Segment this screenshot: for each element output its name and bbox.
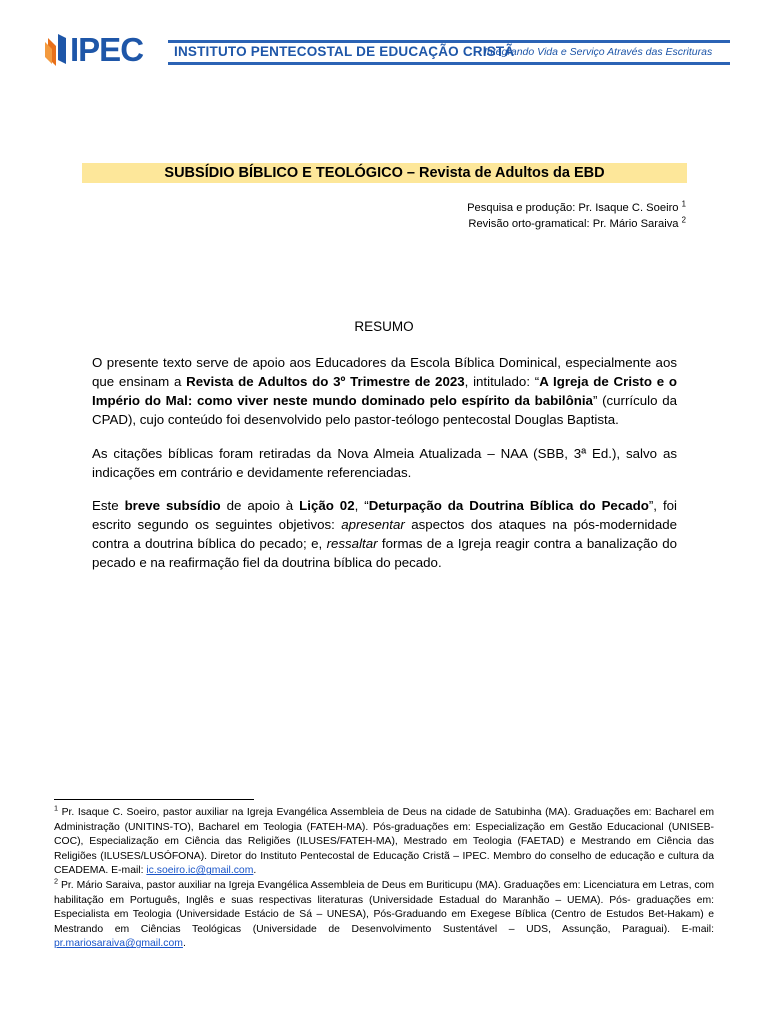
summary-heading: RESUMO — [354, 319, 414, 334]
summary-paragraph-2: As citações bíblicas foram retiradas da Nova Almeia Atualizada – NAA (SBB, 3ª Ed.), salvo as indicações em contrário e devidamente referenciadas. — [92, 446, 677, 480]
summary-paragraph-1: O presente texto serve de apoio aos Educadores da Escola Bíblica Dominical, especialmente aos que ensinam a Revista de Adultos do 3º Trimestre de 2023, intitulado: “A Igreja de Cristo e o Império do Mal: como viver neste mundo dominado pelo espírito da babilônia” (currículo da CPAD), cujo conteúdo foi desenvolvido pelo pastor-teólogo pentecostal Douglas Baptista. — [92, 355, 677, 427]
credit-research: Pesquisa e produção: Pr. Isaque C. Soeiro $^1$ — [467, 199, 686, 214]
summary-paragraph-3: Este breve subsídio de apoio à Lição 02, “Deturpação da Doutrina Bíblica do Pecado”, foi escrito segundo os seguintes objetivos: apresentar aspectos dos ataques na pós-modernidade contra a doutrina bíblica do pecado; e, ressaltar formas de a Igreja reagir contra a banalização do pecado e na reafirmação fiel da doutrina bíblica do pecado. — [92, 498, 677, 570]
institution-name: INSTITUTO PENTECOSTAL DE EDUCAÇÃO CRISTÃ — [174, 44, 515, 59]
page-header — [40, 28, 730, 72]
footnote-1: $^1$ Pr. Isaque C. Soeiro, pastor auxiliar na Igreja Evangélica Assembleia de Deus na cidade de Satubinha (MA). Graduações em: Bacharel em Administração (UNITINS-TO), Bacharel em Teologia (FATEH-MA). Pós-graduações em: Especialização em Gestão Educacional (UNISEB-COC), Especialização em Ciência das Religiões (ILUSES/FATEH-MA), Mestrado em Teologia (FAETAD) e Mestrando em Ciência das Religiões (ILUSES/LUSÓFONA). Diretor do Instituto Pentecostal de Educação Cristã – IPEC. Membro do conselho de educação e cultura da CEADEMA. E-mail: ic.soeiro.ic@gmail.com. — [54, 803, 714, 877]
email-link-soeiro[interactable]: ic.soeiro.ic@gmail.com — [146, 865, 254, 877]
credits — [467, 200, 686, 232]
footnote-2: $^2$ Pr. Mário Saraiva, pastor auxiliar na Igreja Evangélica Assembleia de Deus em Buriticupu (MA). Graduações em: Licenciatura em Letras, com habilitação em Português, Inglês e suas respectivas literaturas (Universidade Estadual do Maranhão – UEMA). Pós- graduações em: Especialista em Teologia (Universidade Estácio de Sá – UNESA), Pós-Graduando em Exegese Bíblica (Centro de Estudos Bet-Hakam) e Mestrando em Ciências Teológicas (Universidade de Desenvolvimento Sustentável – UDS, Assunção, Paraguai). E-mail: pr.mariosaraiva@gmail.com. — [54, 876, 714, 950]
open-book-icon — [44, 32, 68, 68]
footnote-ref-2[interactable]: 2 — [681, 215, 686, 225]
credit-revision: Revisão orto-gramatical: Pr. Mário Saraiva $^2$ — [468, 215, 686, 230]
footnote-separator — [54, 799, 254, 800]
document-title: SUBSÍDIO BÍBLICO E TEOLÓGICO – Revista de Adultos da EBD — [82, 163, 687, 183]
institution-slogan: Integrando Vida e Serviço Através das Escrituras — [484, 46, 713, 58]
footnotes — [54, 803, 714, 952]
footnote-ref-1[interactable]: 1 — [681, 199, 686, 209]
header-rule-top — [168, 40, 730, 43]
email-link-saraiva[interactable]: pr.mariosaraiva@gmail.com — [54, 938, 183, 950]
ipec-logo — [44, 30, 143, 70]
logo-text: IPEC — [70, 31, 144, 68]
header-rule-bottom — [168, 62, 730, 65]
